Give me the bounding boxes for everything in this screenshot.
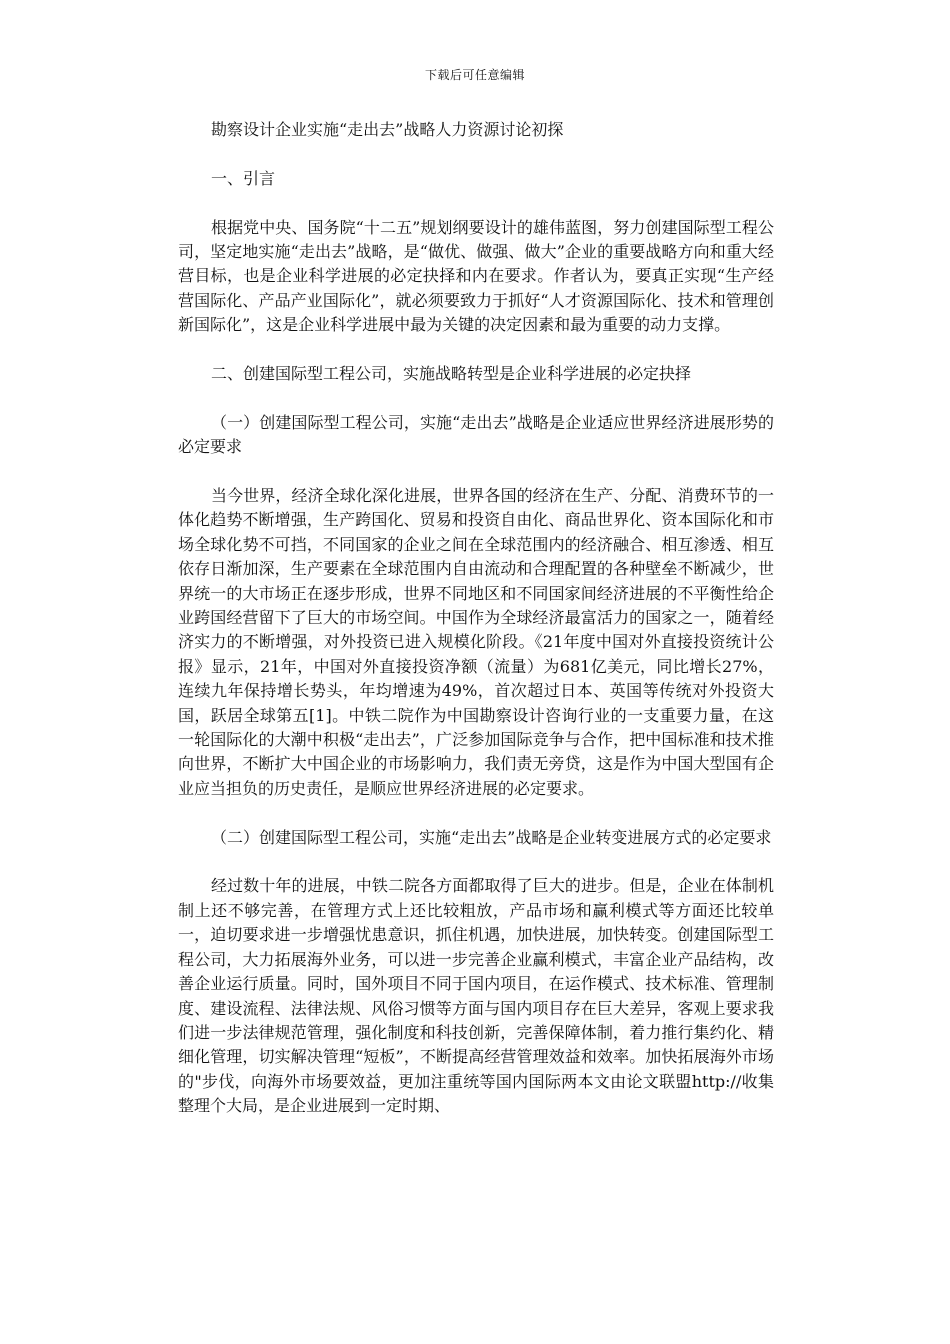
subsection-heading: （一）创建国际型工程公司，实施“走出去”战略是企业适应世界经济进展形势的必定要求	[178, 412, 774, 457]
body-paragraph: 经过数十年的进展，中铁二院各方面都取得了巨大的进步。但是，企业在体制机制上还不够完善，在管理方式上还比较粗放，产品市场和赢利模式等方面还比较单一，迫切要求进一步增强忧患意识，抓住机遇，加快进展，加快转变。创建国际型工程公司，大力拓展海外业务，可以进一步完善企业赢利模式，丰富企业产品结构，改善企业运行质量。同时，国外项目不同于国内项目，在运作模式、技术标准、管理制度、建设流程、法律法规、风俗习惯等方面与国内项目存在巨大差异，客观上要求我们进一步法律规范管理，强化制度和科技创新，完善保障体制，着力推行集约化、精细化管理，切实解决管理“短板”，不断提高经营管理效益和效率。加快拓展海外市场的"步伐，向海外市场要效益，更加注重统等国内国际两本文由论文联盟http://收集整理个大局，是企业进展到一定时期、	[178, 876, 774, 1116]
subsection-heading: （二）创建国际型工程公司，实施“走出去”战略是企业转变进展方式的必定要求	[211, 827, 772, 847]
section-heading: 二、创建国际型工程公司，实施战略转型是企业科学进展的必定抉择	[211, 364, 692, 384]
body-paragraph: 根据党中央、国务院“十二五”规划纲要设计的雄伟蓝图，努力创建国际型工程公司，坚定地实施“走出去”战略，是“做优、做强、做大”企业的重要战略方向和重大经营目标，也是企业科学进展的必定抉择和内在要求。作者认为，要真正实现“生产经营国际化、产品产业国际化”，就必须要致力于抓好“人才资源国际化、技术和管理创新国际化”，这是企业科学进展中最为关键的决定因素和最为重要的动力支撑。	[178, 217, 774, 335]
body-paragraph: 当今世界，经济全球化深化进展，世界各国的经济在生产、分配、消费环节的一体化趋势不断增强，生产跨国化、贸易和投资自由化、商品世界化、资本国际化和市场全球化势不可挡，不同国家的企业之间在全球范围内的经济融合、相互渗透、相互依存日渐加深，生产要素在全球范围内自由流动和合理配置的各种壁垒不断减少，世界统一的大市场正在逐步形成，世界不同地区和不同国家间经济进展的不平衡性给企业跨国经营留下了巨大的市场空间。中国作为全球经济最富活力的国家之一，随着经济实力的不断增强，对外投资已进入规模化阶段。《21年度中国对外直接投资统计公报》显示，21年，中国对外直接投资净额（流量）为681亿美元，同比增长27%，连续九年保持增长势头，年均增速为49%，首次超过日本、英国等传统对外投资大国，跃居全球第五[1]。中铁二院作为中国勘察设计咨询行业的一支重要力量，在这一轮国际化的大潮中积极“走出去”，广泛参加国际竞争与合作，把中国标准和技术推向世界，不断扩大中国企业的市场影响力，我们责无旁贷，这是作为中国大型国有企业应当担负的历史责任，是顺应世界经济进展的必定要求。	[178, 486, 774, 798]
document-body	[178, 118, 774, 1143]
header-note: 下载后可任意编辑	[424, 68, 525, 82]
section-heading-intro: 一、引言	[211, 168, 276, 188]
document-title: 勘察设计企业实施“走出去”战略人力资源讨论初探	[211, 120, 564, 139]
